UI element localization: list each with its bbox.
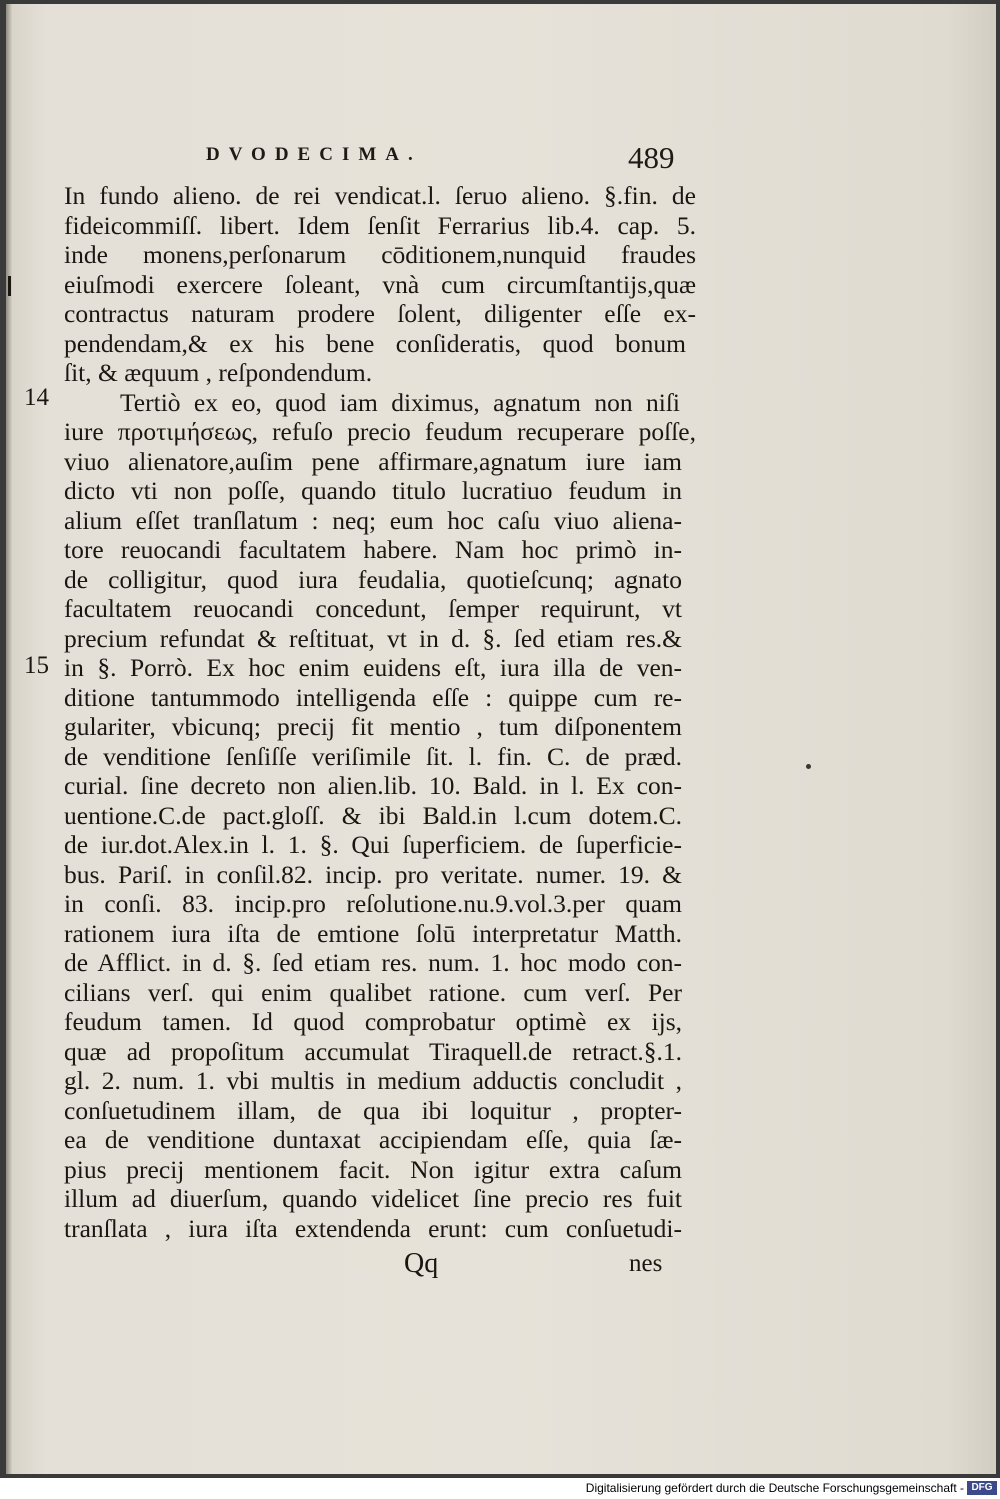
margin-mark: [8, 276, 11, 296]
text-line: de Afflict. in d. §. ſed etiam res. num. 1. hoc modo con-: [64, 948, 682, 977]
text-line: viuo alienatore,auſim pene affirmare,agnatum iure iam: [64, 446, 682, 476]
text-line: pius precij mentionem facit. Non igitur extra caſum: [64, 1154, 682, 1184]
text-line: dicto vti non poſſe, quando titulo lucratiuo feudum in: [64, 476, 682, 505]
text-line: feudum tamen. Id quod comprobatur optimè ex ijs,: [64, 1007, 682, 1036]
dfg-logo: DFG: [967, 1481, 997, 1495]
text-line: de venditione ſenſiſſe veriſimile ſit. l. fin. C. de præd.: [64, 741, 682, 771]
text-line: tore reuocandi facultatem habere. Nam hoc primò in-: [64, 535, 682, 564]
text-line: precium refundat & reſtituat, vt in d. §. ſed etiam res.&: [64, 623, 682, 653]
text-line: cilians verſ. qui enim qualibet ratione. cum verſ. Per: [64, 977, 682, 1007]
text-line: in §. Porrò. Ex hoc enim euidens eſt, iura illa de ven-: [64, 653, 682, 682]
margin-paragraph-number-14: 14: [24, 384, 49, 411]
text-line: contractus naturam prodere ſolent, diligenter eſſe ex-: [64, 299, 696, 328]
text-line: In fundo alieno. de rei vendicat.l. ſeruo alieno. §.fin. de: [64, 181, 696, 210]
text-line: tranſlata , iura iſta extendenda erunt: cum conſuetudi-: [64, 1213, 682, 1243]
text-line: iure προτιμήσεως, refuſo precio feudum recuperare poſſe,: [64, 417, 696, 446]
text-line: eiuſmodi exercere ſoleant, vnà cum circumſtantijs,quæ: [64, 269, 696, 299]
text-line: ea de venditione duntaxat accipiendam eſſe, quia ſæ-: [64, 1125, 682, 1154]
text-line: uentione.C.de pact.gloſſ. & ibi Bald.in l.cum dotem.C.: [64, 800, 682, 830]
text-line: conſuetudinem illam, de qua ibi loquitur , propter-: [64, 1095, 682, 1125]
text-line: quæ ad propoſitum accumulat Tiraquell.de retract.§.1.: [64, 1036, 682, 1066]
text-line: fideicommiſſ. libert. Idem ſenſit Ferrarius lib.4. cap. 5.: [64, 210, 696, 240]
text-line: de colligitur, quod iura feudalia, quotieſcunq; agnato: [64, 564, 682, 594]
text-line: pendendam,& ex his bene conſideratis, quod bonum: [64, 328, 686, 358]
text-line: ditione tantummodo intelligenda eſſe : quippe cum re-: [64, 682, 682, 712]
margin-paragraph-number-15: 15: [24, 652, 49, 679]
text-line: facultatem reuocandi concedunt, ſemper requirunt, vt: [64, 594, 682, 623]
digitization-footer: [0, 1478, 1000, 1499]
text-line: curial. ſine decreto non alien.lib. 10. Bald. in l. Ex con-: [64, 771, 682, 800]
text-line: rationem iura iſta de emtione ſolū interpretatur Matth.: [64, 918, 682, 948]
running-head: DVODECIMA.: [206, 144, 422, 165]
text-line: ſit, & æquum , reſpondendum.: [64, 358, 373, 387]
page-number: 489: [628, 140, 675, 175]
text-line: gulariter, vbicunq; precij fit mentio , tum diſponentem: [64, 712, 682, 741]
signature-mark: Qq: [404, 1248, 439, 1279]
text-line: in conſi. 83. incip.pro reſolutione.nu.9.vol.3.per quam: [64, 889, 682, 918]
text-line: bus. Pariſ. in conſil.82. incip. pro veritate. numer. 19. &: [64, 859, 682, 889]
ink-spot: [806, 764, 811, 769]
catchword: nes: [629, 1250, 663, 1277]
funding-note: Digitalisierung gefördert durch die Deutsche Forschungsgemeinschaft -: [585, 1481, 964, 1495]
text-line: alium eſſet tranſlatum : neq; eum hoc caſu viuo aliena-: [64, 505, 682, 535]
text-line: de iur.dot.Alex.in l. 1. §. Qui ſuperficiem. de ſuperficie-: [64, 830, 682, 859]
text-line: inde monens,perſonarum cōditionem,nunquid fraudes: [64, 240, 696, 269]
text-line: gl. 2. num. 1. vbi multis in medium adductis concludit ,: [64, 1066, 682, 1095]
page-gutter-shadow: [6, 4, 12, 1474]
book-page: [6, 4, 996, 1474]
text-line: Tertiò ex eo, quod iam diximus, agnatum non niſi: [120, 387, 680, 417]
text-line: illum ad diuerſum, quando videlicet ſine precio res fuit: [64, 1184, 682, 1213]
